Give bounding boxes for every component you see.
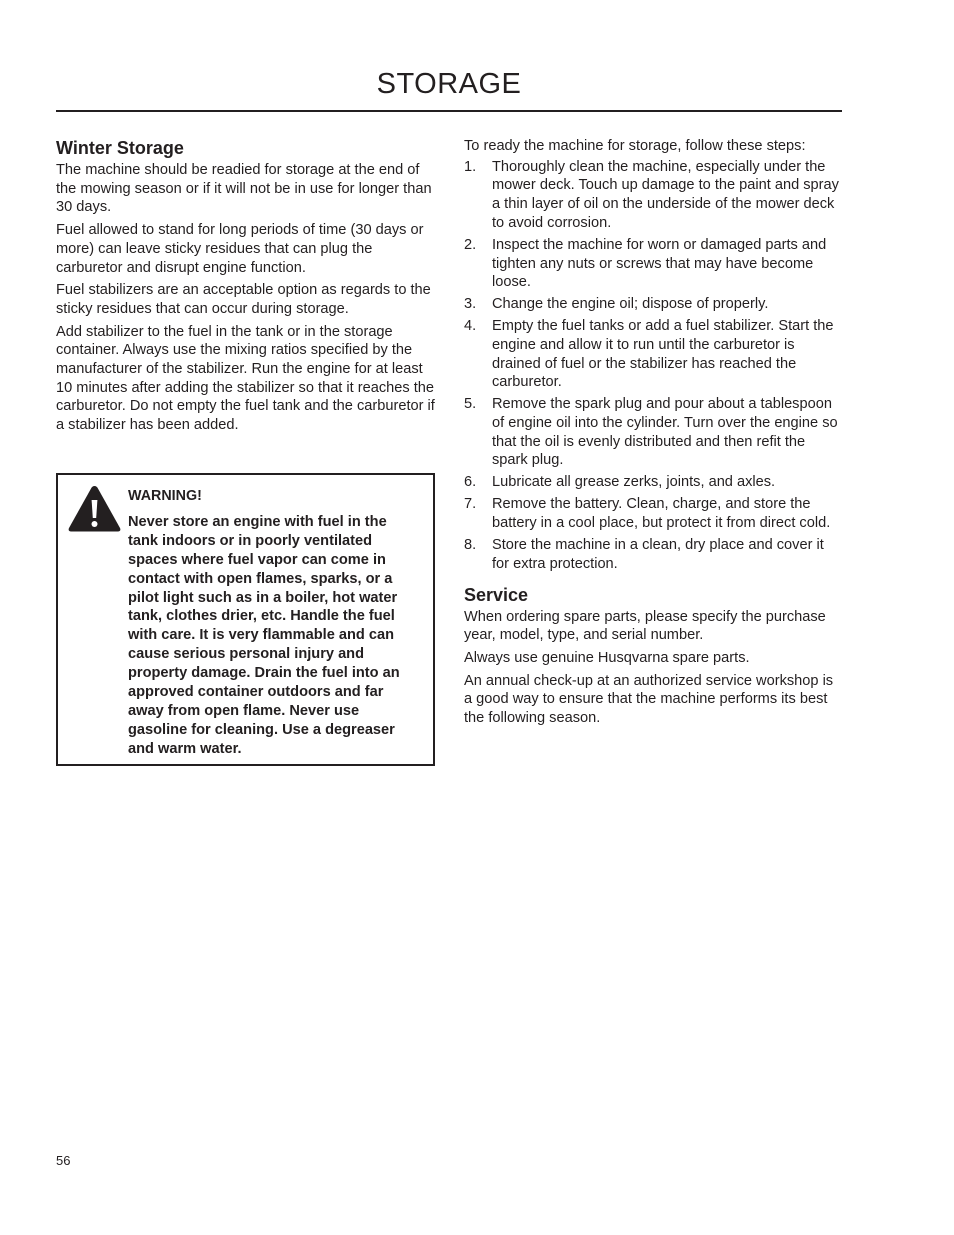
winter-storage-paragraph: Fuel stabilizers are an acceptable option as regards to the sticky residues that can occur during storage. [56, 282, 431, 317]
warning-title: WARNING! [128, 488, 202, 504]
step-number: 6. [464, 474, 477, 491]
service-paragraph: An annual check-up at an authorized service workshop is a good way to ensure that the machine performs its best the following season. [464, 672, 834, 727]
list-item [464, 158, 844, 233]
steps-intro: To ready the machine for storage, follow these steps: [464, 138, 806, 154]
step-text: Remove the spark plug and pour about a tablespoon of engine oil into the cylinder. Turn over the engine so that the oil is evenly distributed and then refit the spark plug. [492, 396, 838, 469]
winter-storage-paragraph: Fuel allowed to stand for long periods of time (30 days or more) can leave sticky residues that can plug the carburetor and disrupt engine function. [56, 222, 424, 276]
winter-storage-paragraph: The machine should be readied for storage at the end of the mowing season or if it will not be in use for longer than 30 days. [56, 162, 432, 216]
list-item [464, 536, 844, 573]
step-text: Remove the battery. Clean, charge, and store the battery in a cool place, but protect it from direct cold. [492, 496, 831, 532]
step-text: Store the machine in a clean, dry place and cover it for extra protection. [492, 537, 824, 572]
step-number: 4. [464, 318, 477, 335]
step-text: Thoroughly clean the machine, especially under the mower deck. Touch up damage to the paint and spray a thin layer of oil on the underside of the mower deck to avoid corrosion. [492, 158, 839, 231]
winter-storage-paragraph: Add stabilizer to the fuel in the tank or in the storage container. Always use the mixing ratios specified by the manufacturer of the stabilizer. Run the engine for at least 10 minutes after adding the stabilizer so that it reaches the carburetor. Do not empty the fuel tank and the carburetor if a stabilizer has been added. [56, 323, 435, 434]
step-text: Change the engine oil; dispose of properly. [492, 296, 769, 313]
step-number: 5. [464, 396, 477, 413]
step-text: Empty the fuel tanks or add a fuel stabilizer. Start the engine and allow it to run until the carburetor is drained of fuel or the stabilizer has reached the carburetor. [492, 318, 834, 391]
service-heading: Service [464, 584, 529, 605]
warning-body: Never store an engine with fuel in the tank indoors or in poorly ventilated spaces where fuel vapor can come in contact with open flames, sparks, or a pilot light such as in a boiler, hot water tank, clothes drier, etc. Handle the fuel with care. It is very flammable and can cause serious personal injury and property damage. Drain the fuel into an approved container outdoors and far away from open flame. Never use gasoline for cleaning. Use a degreaser and warm water. [128, 513, 400, 757]
storage-steps-list [464, 158, 844, 574]
left-column [56, 137, 438, 439]
service-paragraph: When ordering spare parts, please specify the purchase year, model, type, and serial number. [464, 608, 826, 644]
step-text: Lubricate all grease zerks, joints, and axles. [492, 474, 776, 491]
page-title: STORAGE [376, 68, 522, 100]
right-column [464, 137, 844, 732]
list-item [464, 317, 844, 392]
list-item [464, 473, 844, 492]
step-number: 7. [464, 496, 477, 513]
list-item [464, 295, 844, 314]
list-item [464, 495, 844, 532]
service-paragraph: Always use genuine Husqvarna spare parts. [464, 649, 750, 666]
warning-triangle-icon [67, 484, 122, 533]
step-number: 2. [464, 236, 477, 253]
step-text: Inspect the machine for worn or damaged parts and tighten any nuts or screws that may have become loose. [492, 236, 827, 291]
list-item [464, 236, 844, 292]
page-number: 56 [56, 1153, 71, 1168]
list-item [464, 395, 844, 470]
title-divider [56, 110, 842, 112]
winter-storage-heading: Winter Storage [56, 138, 184, 158]
step-number: 1. [464, 158, 477, 175]
warning-box [56, 473, 435, 766]
step-number: 8. [464, 537, 477, 554]
step-number: 3. [464, 296, 477, 313]
